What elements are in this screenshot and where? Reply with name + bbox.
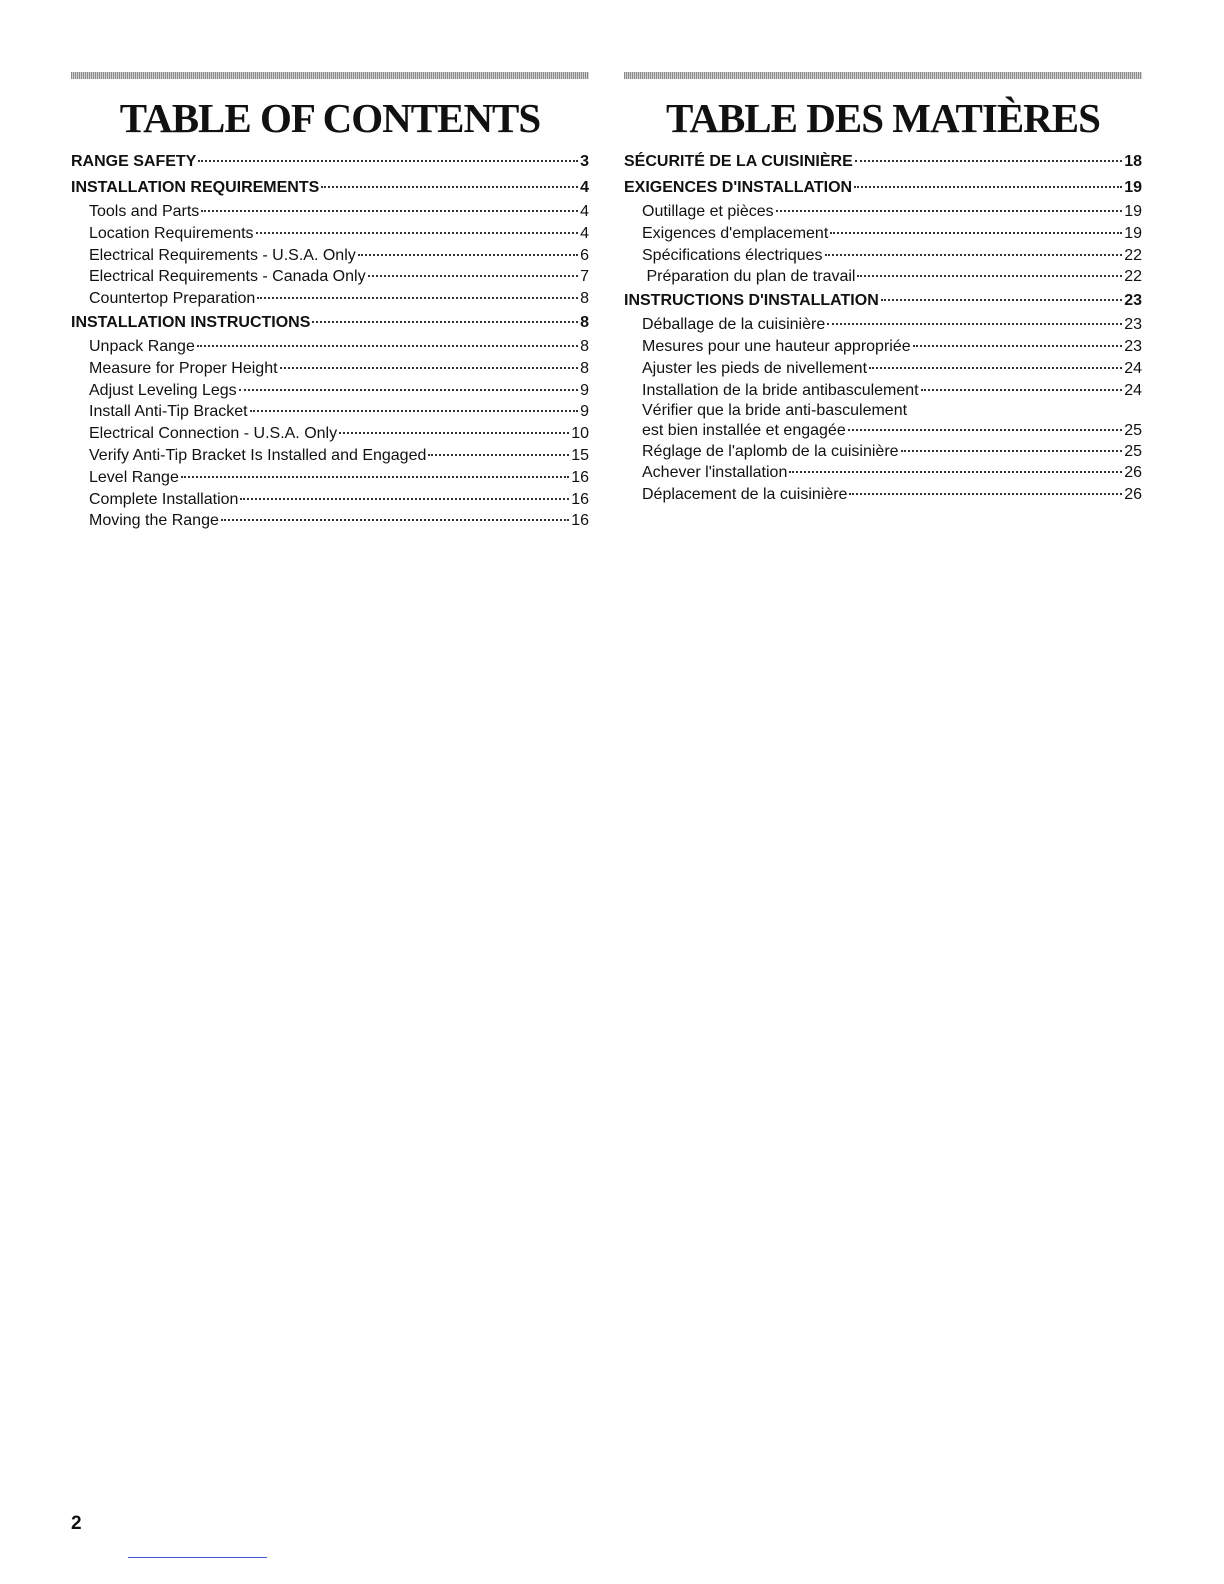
toc-entry[interactable]: [71, 288, 589, 310]
toc-entry[interactable]: [71, 445, 589, 467]
toc-entry[interactable]: [624, 484, 1142, 506]
toc-entry[interactable]: [71, 489, 589, 511]
dot-leader: [312, 321, 578, 323]
toc-entry[interactable]: [71, 201, 589, 223]
toc-entry-page: 4: [580, 224, 589, 242]
toc-entry[interactable]: [71, 423, 589, 445]
dot-leader: [239, 389, 578, 391]
dot-leader: [825, 254, 1123, 256]
toc-entry-page: 19: [1124, 179, 1142, 196]
toc-heading: TABLE OF CONTENTS: [119, 95, 541, 141]
toc-entry[interactable]: [624, 266, 1142, 288]
toc-entry-page: 24: [1124, 359, 1142, 377]
toc-heading: TABLE DES MATIÈRES: [666, 95, 1100, 141]
toc-entry[interactable]: [624, 314, 1142, 336]
toc-entry[interactable]: [71, 149, 589, 175]
toc-entry-label: Réglage de l'aplomb de la cuisinière: [642, 442, 899, 460]
toc-entry-page: 26: [1124, 486, 1142, 504]
toc-entry-label: Electrical Connection - U.S.A. Only: [89, 425, 338, 443]
toc-entry-page: 23: [1124, 316, 1142, 334]
toc-entry[interactable]: [624, 223, 1142, 245]
toc-entry-label: SÉCURITÉ DE LA CUISINIÈRE: [624, 153, 853, 170]
toc-entry-label: INSTALLATION REQUIREMENTS: [71, 179, 320, 196]
toc-entry[interactable]: [624, 441, 1142, 463]
toc-entry-page: 25: [1124, 442, 1142, 460]
toc-entry[interactable]: [624, 380, 1142, 402]
toc-entry[interactable]: [624, 245, 1142, 267]
toc-entry[interactable]: [624, 462, 1142, 484]
toc-entry-page: 4: [580, 203, 589, 220]
footer-divider: [128, 1557, 267, 1558]
toc-entry-label: Complete Installation: [89, 490, 239, 508]
toc-entry[interactable]: [624, 175, 1142, 201]
dot-leader: [250, 410, 579, 412]
toc-entry-label: Mesures pour une hauteur appropriée: [642, 337, 911, 355]
toc-entry-page: 9: [580, 403, 589, 421]
dot-leader: [256, 232, 579, 234]
toc-entry[interactable]: [71, 401, 589, 423]
toc-entry-label: Moving the Range: [89, 512, 219, 530]
toc-entry[interactable]: [71, 336, 589, 358]
toc-entry-label: Déballage de la cuisinière: [642, 316, 826, 334]
toc-entry-page: 7: [580, 268, 589, 286]
toc-entry-label: Ajuster les pieds de nivellement: [642, 359, 868, 377]
toc-entry[interactable]: [71, 175, 589, 201]
toc-entry[interactable]: [624, 401, 1142, 440]
toc-entry[interactable]: [71, 310, 589, 336]
dot-leader: [368, 275, 579, 277]
toc-entry-page: 3: [580, 153, 589, 170]
toc-entry-label: Achever l'installation: [642, 464, 788, 482]
toc-entry-page: 18: [1124, 153, 1142, 170]
toc-entry-page: 15: [571, 446, 589, 464]
toc-entry-label: Electrical Requirements - Canada Only: [89, 268, 366, 286]
toc-entry-label: Install Anti-Tip Bracket: [89, 403, 248, 421]
toc-entry-label: INSTRUCTIONS D'INSTALLATION: [624, 292, 879, 310]
dot-leader: [197, 345, 578, 347]
toc-entry-label: Adjust Leveling Legs: [89, 381, 237, 399]
toc-list: [624, 149, 1142, 506]
dot-leader: [857, 275, 1122, 277]
toc-entry-page: 23: [1124, 292, 1142, 310]
toc-entry-page: 8: [580, 290, 589, 308]
toc-entry[interactable]: [71, 358, 589, 380]
dot-leader: [913, 345, 1123, 347]
top-rule: [624, 72, 1142, 79]
dot-leader: [240, 498, 569, 500]
toc-entry[interactable]: [624, 336, 1142, 358]
toc-entry[interactable]: [624, 149, 1142, 175]
toc-entry-page: 16: [571, 490, 589, 508]
toc-entry[interactable]: [71, 266, 589, 288]
toc-list: [71, 149, 589, 532]
toc-entry-label: Tools and Parts: [89, 203, 200, 220]
toc-entry-label: Outillage et pièces: [642, 203, 774, 220]
toc-english-column: [71, 72, 589, 532]
toc-entry-page: 25: [1124, 421, 1142, 439]
toc-entry-page: 9: [580, 381, 589, 399]
dot-leader: [849, 493, 1122, 495]
toc-entry-page: 8: [580, 337, 589, 355]
toc-entry-page: 23: [1124, 337, 1142, 355]
dot-leader: [827, 323, 1122, 325]
top-rule: [71, 72, 589, 79]
toc-entry-page: 19: [1124, 203, 1142, 220]
toc-french-column: [624, 72, 1142, 506]
toc-entry-label: INSTALLATION INSTRUCTIONS: [71, 313, 311, 331]
toc-entry-label: Unpack Range: [89, 337, 195, 355]
dot-leader: [339, 432, 569, 434]
toc-entry-page: 26: [1124, 464, 1142, 482]
dot-leader: [869, 367, 1122, 369]
toc-entry-label: Déplacement de la cuisinière: [642, 486, 848, 504]
toc-entry-label: Spécifications électriques: [642, 246, 823, 264]
toc-entry-label: Verify Anti-Tip Bracket Is Installed and Engaged: [89, 446, 427, 464]
toc-entry[interactable]: [71, 380, 589, 402]
toc-entry-label: Location Requirements: [89, 224, 254, 242]
toc-entry-label: Level Range: [89, 468, 179, 486]
dot-leader: [830, 232, 1122, 234]
dot-leader: [198, 160, 578, 162]
toc-entry-label: Electrical Requirements - U.S.A. Only: [89, 246, 356, 264]
toc-entry-label: RANGE SAFETY: [71, 153, 197, 170]
toc-entry[interactable]: [71, 245, 589, 267]
dot-leader: [789, 471, 1122, 473]
dot-leader: [855, 160, 1122, 162]
toc-entry[interactable]: [624, 358, 1142, 380]
toc-entry[interactable]: [71, 467, 589, 489]
dot-leader: [321, 186, 578, 188]
toc-entry-page: 8: [580, 359, 589, 377]
toc-entry[interactable]: [71, 223, 589, 245]
toc-entry[interactable]: [624, 288, 1142, 314]
page-number: 2: [71, 1513, 82, 1534]
dot-leader: [901, 450, 1123, 452]
toc-entry-page: 8: [580, 313, 589, 331]
dot-leader: [776, 210, 1123, 212]
dot-leader: [848, 429, 1122, 431]
dot-leader: [854, 186, 1122, 188]
dot-leader: [280, 367, 579, 369]
toc-entry-label: EXIGENCES D'INSTALLATION: [624, 179, 853, 196]
dot-leader: [358, 254, 578, 256]
dot-leader: [428, 454, 569, 456]
toc-entry-page: 16: [571, 468, 589, 486]
toc-entry-label: Countertop Preparation: [89, 290, 256, 308]
dot-leader: [881, 299, 1122, 301]
toc-entry-page: 4: [580, 179, 589, 196]
dot-leader: [181, 476, 569, 478]
toc-entry-label: Measure for Proper Height: [89, 359, 278, 377]
toc-entry-line: [642, 421, 1142, 441]
toc-entry[interactable]: [624, 201, 1142, 223]
dot-leader: [257, 297, 578, 299]
toc-entry-page: 6: [580, 246, 589, 264]
toc-entry-label: Installation de la bride antibasculement: [642, 381, 919, 399]
toc-entry-page: 10: [571, 425, 589, 443]
toc-entry-label-continued: est bien installée et engagée: [642, 421, 846, 439]
dot-leader: [201, 210, 578, 212]
toc-entry-label: Exigences d'emplacement: [642, 224, 829, 242]
toc-entry-page: 19: [1124, 224, 1142, 242]
toc-entry-page: 24: [1124, 381, 1142, 399]
dot-leader: [921, 389, 1123, 391]
toc-entry[interactable]: [71, 510, 589, 532]
toc-entry-page: 22: [1124, 246, 1142, 264]
toc-entry-label: Vérifier que la bride anti-basculement: [642, 402, 908, 420]
toc-entry-page: 22: [1124, 268, 1142, 286]
toc-entry-page: 16: [571, 512, 589, 530]
toc-entry-label: Préparation du plan de travail: [642, 268, 856, 286]
dot-leader: [221, 519, 569, 521]
